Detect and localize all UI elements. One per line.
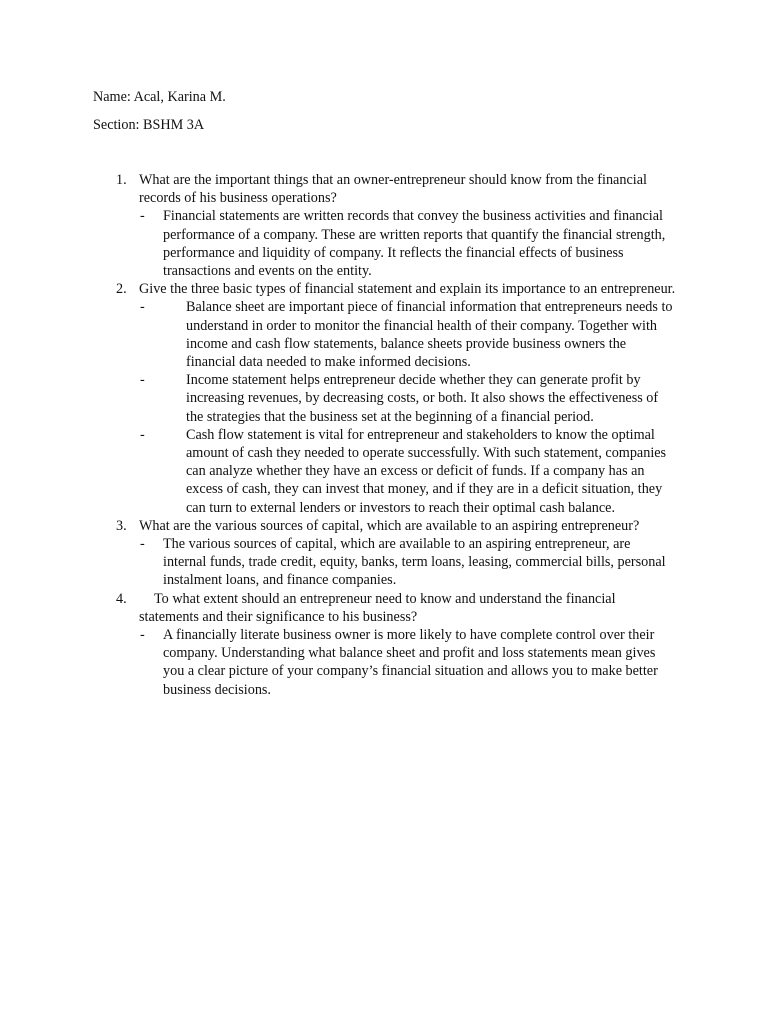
answer-item (139, 207, 676, 280)
question-item-4 (116, 590, 676, 699)
question-number: 1. (116, 172, 127, 188)
answer-text: The various sources of capital, which are available to an aspiring entrepreneur, are internal funds, trade credit, equity, banks, term loans, leasing, commercial bills, personal instalment loans, and finance companies. (163, 536, 666, 589)
answer-item (139, 298, 676, 371)
question-list (116, 171, 676, 699)
question-item-2 (116, 280, 676, 517)
answer-text: Income statement helps entrepreneur decide whether they can generate profit by increasing revenues, by decreasing costs, or both. It also shows the effectiveness of the strategies that the business set at the beginning of a financial period. (186, 372, 659, 425)
question-number: 3. (116, 517, 127, 534)
student-section: Section: BSHM 3A (93, 117, 205, 133)
answer-list (139, 626, 676, 699)
answer-item (139, 371, 676, 426)
answer-text: A financially literate business owner is more likely to have complete control over their company. Understanding what balance sheet and profit and loss statements mean gives you a clear picture of your company’s financial situation and allows you to make better business decisions. (163, 627, 658, 698)
answer-list (139, 298, 676, 516)
dash-bullet: - (140, 208, 145, 225)
question-item-1 (116, 171, 676, 280)
question-number: 2. (116, 281, 127, 298)
answer-list (139, 535, 676, 590)
question-number: 4. (116, 590, 127, 607)
question-text: To what extent should an entrepreneur need to know and understand the financial statements and their significance to his business? (139, 590, 616, 625)
dash-bullet: - (140, 627, 145, 644)
dash-bullet: - (140, 536, 145, 553)
answer-text: Balance sheet are important piece of financial information that entrepreneurs needs to understand in order to monitor the financial health of their company. Together with income and cash flow statements, balance sheets provide business owners the financial data needed to make informed decisions. (186, 299, 673, 371)
dash-bullet: - (140, 372, 145, 389)
student-name: Name: Acal, Karina M. (93, 89, 226, 105)
answer-text: Financial statements are written records that convey the business activities and financial performance of a company. These are written reports that quantify the financial strength, performance and liquidity of company. It reflects the financial effects of business transactions and events on the entity. (163, 208, 666, 280)
answer-item (139, 535, 676, 590)
question-text: What are the important things that an owner-entrepreneur should know from the financial records of his business operations? (139, 172, 647, 207)
answer-list (139, 207, 676, 280)
answer-text: Cash flow statement is vital for entrepreneur and stakeholders to know the optimal amount of cash they needed to operate successfully. With such statement, companies can analyze whether they have an excess or deficit of funds. If a company has an excess of cash, they can invest that money, and if they are in a deficit situation, they can turn to external lenders or investors to reach their optimal cash balance. (186, 426, 667, 516)
answer-item (139, 626, 676, 699)
question-text: What are the various sources of capital, which are available to an aspiring entrepreneur? (139, 517, 640, 534)
answer-item (139, 426, 676, 517)
question-item-3 (116, 517, 676, 590)
dash-bullet: - (140, 426, 145, 443)
dash-bullet: - (140, 299, 145, 316)
question-text: Give the three basic types of financial statement and explain its importance to an entrepreneur. (139, 281, 676, 298)
